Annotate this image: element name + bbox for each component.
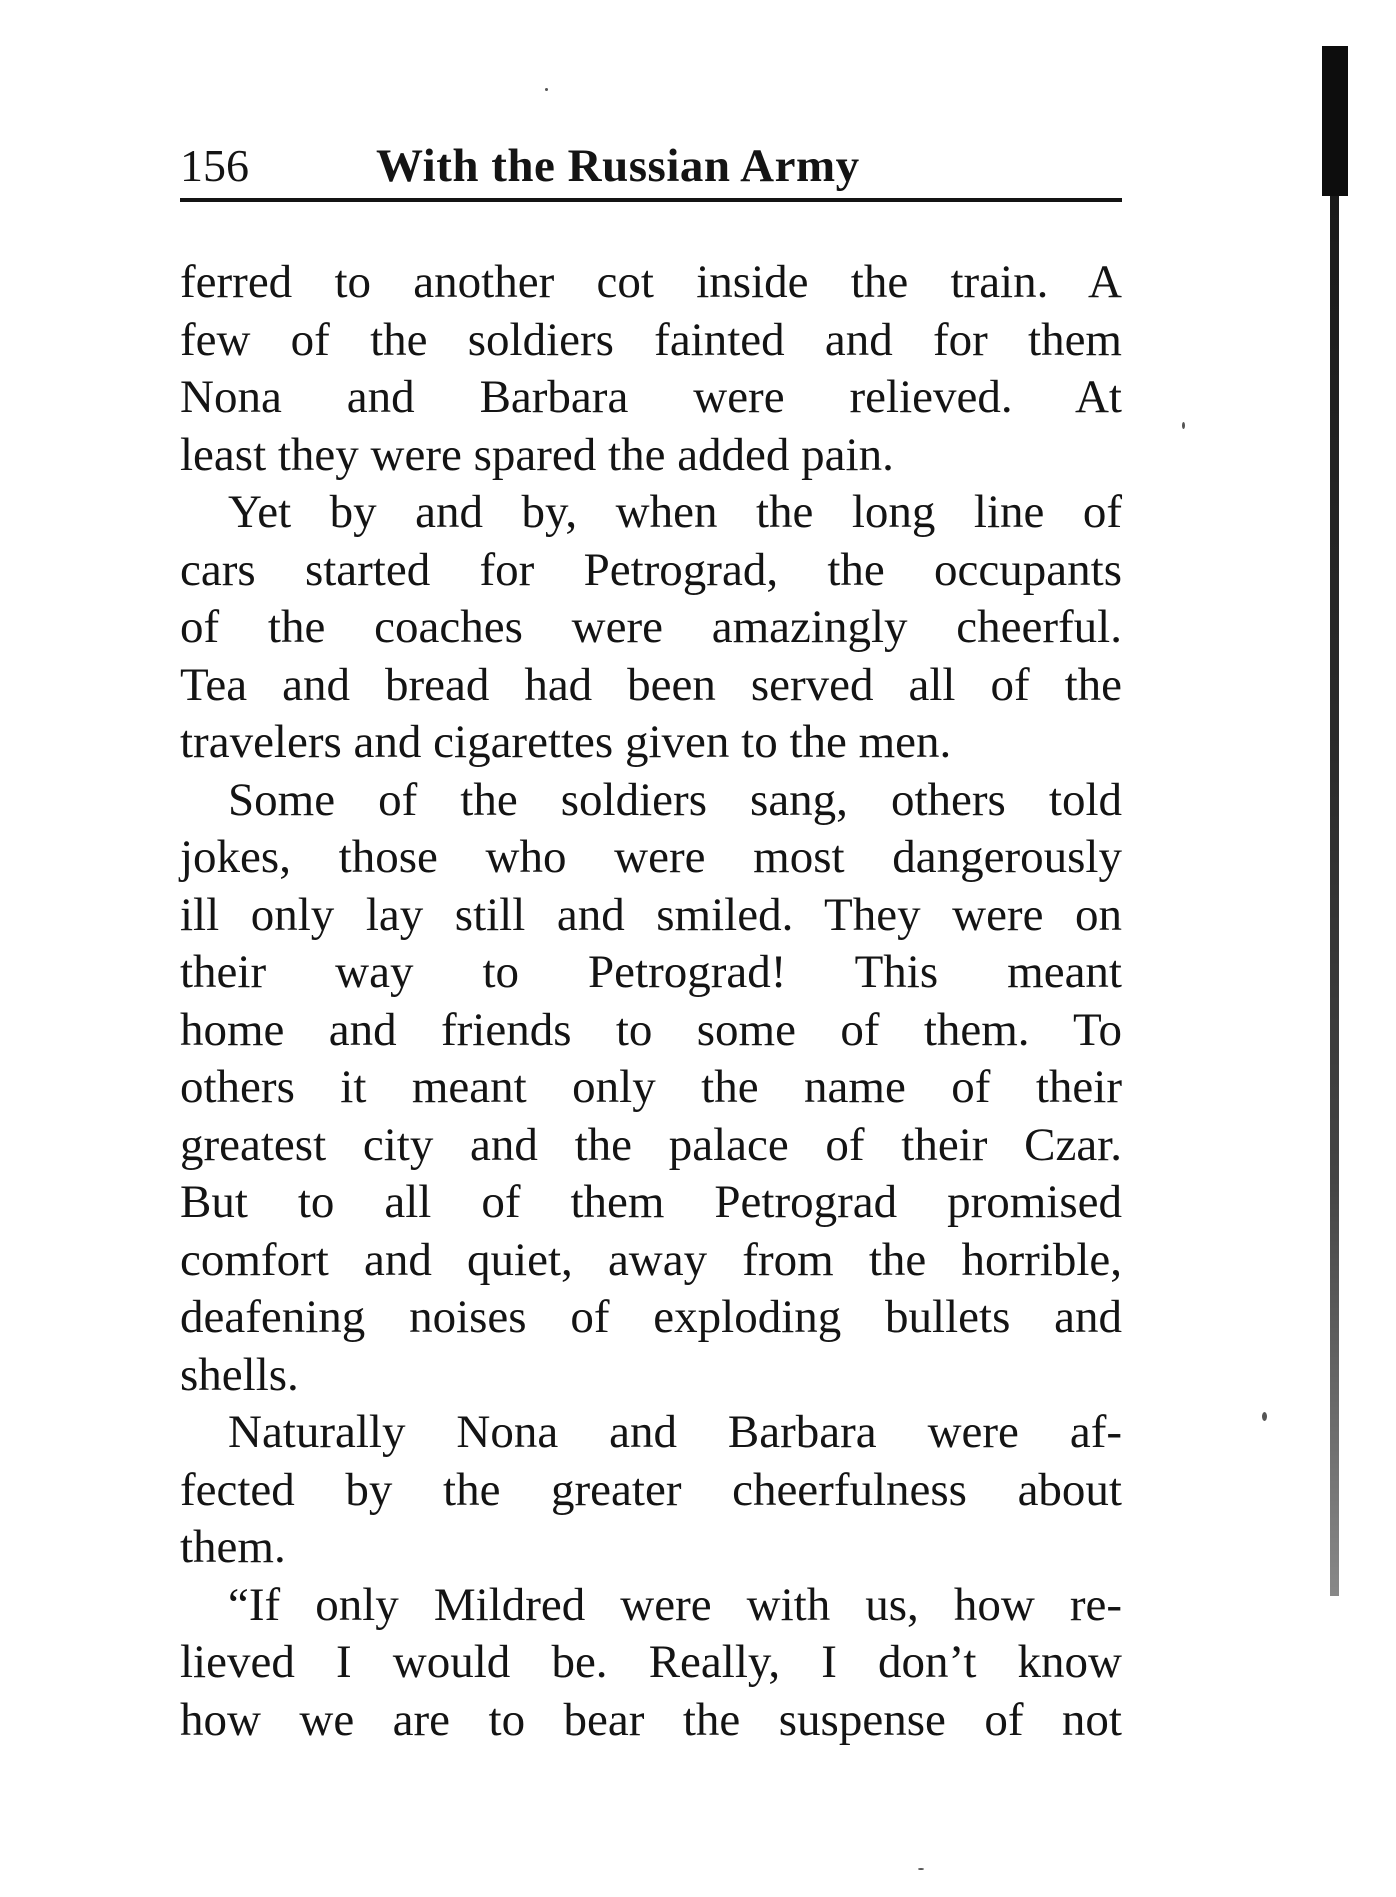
text-line: few of the soldiers fainted and for them — [180, 313, 1122, 366]
text-line: shells. — [180, 1348, 299, 1401]
text-line: jokes, those who were most dangerously — [180, 831, 1122, 883]
text-line: But to all of them Petrograd promised — [180, 1176, 1122, 1228]
text-line: ill only lay still and smiled. They were on — [180, 888, 1122, 941]
scan-edge-thin — [1330, 196, 1339, 1596]
text-line: deafening noises of exploding bullets and — [180, 1291, 1122, 1343]
text-line: of the coaches were amazingly cheerful. — [180, 601, 1122, 653]
text-line: ferred to another cot inside the train. A — [180, 256, 1122, 308]
text-line: “If only Mildred were with us, how re- — [228, 1578, 1122, 1631]
text-line: Some of the soldiers sang, others told — [228, 773, 1122, 826]
text-line: comfort and quiet, away from the horrible, — [180, 1233, 1122, 1286]
text-line: home and friends to some of them. To — [180, 1003, 1122, 1056]
text-line: them. — [180, 1521, 286, 1573]
running-title: With the Russian Army — [376, 140, 860, 192]
text-line: travelers and cigarettes given to the men. — [180, 716, 952, 768]
scan-speck — [918, 1868, 924, 1870]
scan-speck — [545, 88, 548, 91]
text-line: least they were spared the added pain. — [180, 428, 894, 481]
text-line: Naturally Nona and Barbara were af- — [228, 1406, 1122, 1458]
body-text — [180, 254, 1122, 1749]
header-rule — [180, 198, 1122, 202]
text-line: greatest city and the palace of their Czar. — [180, 1118, 1122, 1171]
page-number: 156 — [180, 140, 249, 191]
text-line: fected by the greater cheerfulness about — [180, 1463, 1122, 1516]
text-line: cars started for Petrograd, the occupants — [180, 543, 1122, 596]
scan-speck — [1262, 1412, 1267, 1421]
scan-speck — [1182, 422, 1185, 429]
text-line: others it meant only the name of their — [180, 1061, 1122, 1113]
text-line: lieved I would be. Really, I don’t know — [180, 1636, 1122, 1688]
scan-edge-shadow — [1322, 46, 1352, 1546]
text-line: how we are to bear the suspense of not — [180, 1693, 1122, 1746]
text-line: their way to Petrograd! This meant — [180, 946, 1122, 998]
scan-edge-thick — [1322, 46, 1348, 196]
text-line: Nona and Barbara were relieved. At — [180, 371, 1122, 423]
text-line: Tea and bread had been served all of the — [180, 658, 1122, 711]
text-line: Yet by and by, when the long line of — [228, 486, 1122, 538]
page-header — [180, 138, 1122, 194]
